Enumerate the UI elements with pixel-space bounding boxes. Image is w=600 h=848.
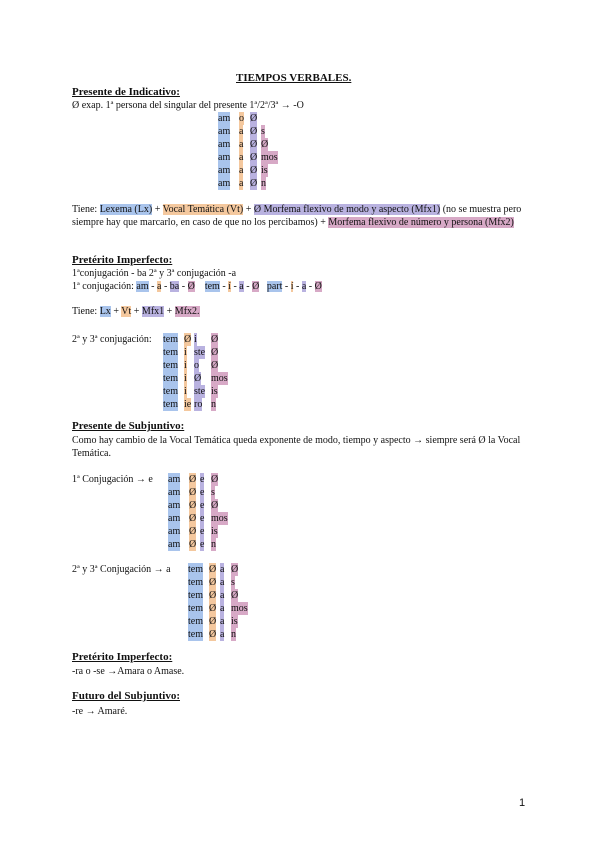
heading-presente-subjuntivo: Presente de Subjuntivo: (72, 420, 185, 432)
table-row: tem Ø a s (188, 577, 235, 588)
futuro-subjuntivo-line: -re → Amaré. (72, 706, 128, 717)
table-row: am o Ø (218, 113, 258, 124)
presente-subjuntivo-conj1-table (168, 473, 233, 551)
preterito-imperfecto-examples: 1ª conjugación: am - a - ba - Ø tem - í - a - Ø part - í - a - Ø (72, 281, 322, 292)
table-row: tem Ø i Ø (163, 334, 219, 345)
preterito-imperfecto-table (163, 333, 233, 411)
preterito-imperfecto-subjuntivo-line: -ra o -se →Amara o Amase. (72, 666, 185, 677)
table-row: am Ø e is (168, 526, 218, 537)
table-row: am Ø e s (168, 487, 215, 498)
table-row: tem Ø a Ø (188, 564, 239, 575)
table-row: am a Ø is (218, 165, 268, 176)
presente-subjuntivo-conj23-table (188, 563, 253, 641)
conj23-label: 2ª y 3ª conjugación: (72, 334, 152, 345)
table-row: tem Ø a is (188, 616, 238, 627)
table-row: am Ø e Ø (168, 474, 219, 485)
page-number: 1 (519, 797, 526, 809)
table-row: am a Ø mos (218, 152, 278, 163)
preterito-imperfecto-tiene: Tiene: Lx + Vt + Mfx1 + Mfx2. (72, 306, 200, 317)
presente-indicativo-table (218, 112, 283, 190)
table-row: tem i ste is (163, 386, 218, 397)
heading-preterito-imperfecto: Pretérito Imperfecto: (72, 254, 173, 266)
table-row: am Ø e n (168, 539, 216, 550)
presente-indicativo-note: Ø exap. 1ª persona del singular del presente 1ª/2ª/3ª → -O (72, 100, 304, 111)
table-row: tem Ø a mos (188, 603, 248, 614)
heading-preterito-imperfecto-subjuntivo: Pretérito Imperfecto: (72, 651, 173, 663)
table-row: tem ie ro n (163, 399, 216, 410)
table-row: am Ø e Ø (168, 500, 219, 511)
conj1-label: 1ª Conjugación → e (72, 474, 153, 485)
heading-presente-indicativo: Presente de Indicativo: (72, 86, 180, 98)
table-row: tem Ø a n (188, 629, 236, 640)
conj23-subj-label: 2ª y 3ª Conjugación → a (72, 564, 171, 575)
table-row: tem Ø a Ø (188, 590, 239, 601)
tiene-paragraph: Tiene: Lexema (Lx) + Vocal Temática (Vt) + Ø Morfema flexivo de modo y aspecto (Mfx1) (no se muestra pero siempre hay que marcarlo, en caso de que no los percibamos) + Morfema flexivo de número y persona (Mfx2) (72, 204, 522, 228)
document-title: TIEMPOS VERBALES. (236, 72, 352, 84)
preterito-imperfecto-note: 1ªconjugación - ba 2ª y 3ª conjugación -a (72, 268, 237, 279)
table-row: am a Ø n (218, 178, 266, 189)
presente-subjuntivo-paragraph: Como hay cambio de la Vocal Temática queda exponente de modo, tiempo y aspecto → siempre será Ø la Vocal Temática. (72, 435, 521, 459)
table-row: am Ø e mos (168, 513, 228, 524)
table-row: am a Ø Ø (218, 139, 269, 150)
heading-futuro-subjuntivo: Futuro del Subjuntivo: (72, 690, 180, 702)
table-row: tem i Ø mos (163, 373, 228, 384)
table-row: am a Ø s (218, 126, 265, 137)
table-row: tem i ste Ø (163, 347, 219, 358)
table-row: tem i o Ø (163, 360, 219, 371)
